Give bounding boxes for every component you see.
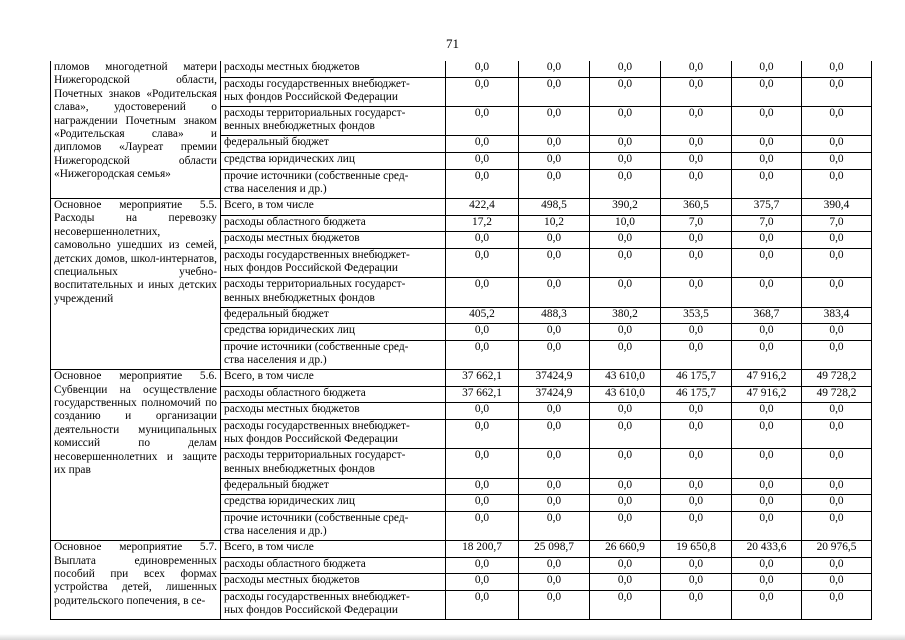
amount-cell: 0,0 [446,340,519,369]
amount-cell: 0,0 [802,557,872,574]
amount-cell: 0,0 [446,324,519,341]
measure-description-cell: Основное мероприятие 5.5. Расходы на перевозку несовершеннолетних, самовольно ушедших из семей, детских домов, школ-интернатов, специальных учебно-воспитательных и иных детских учреждений [51,198,221,369]
amount-cell: 0,0 [446,557,519,574]
amount-cell: 390,2 [590,198,661,215]
amount-cell: 46 175,7 [661,386,732,403]
amount-cell: 49 728,2 [802,386,872,403]
funding-source-cell [221,248,446,277]
amount-cell: 7,0 [802,215,872,232]
amount-cell: 0,0 [446,478,519,495]
funding-source-cell [221,152,446,169]
amount-cell: 0,0 [590,419,661,448]
amount-cell: 0,0 [590,77,661,106]
amount-cell: 0,0 [802,232,872,249]
funding-source-line: прочие источники (собственные сред- [224,169,409,182]
amount-cell: 0,0 [661,232,732,249]
funding-source-line: ства населения и др.) [224,354,327,367]
amount-cell: 0,0 [446,169,519,198]
amount-cell: 0,0 [519,324,590,341]
amount-cell: 0,0 [590,61,661,78]
funding-source-cell [221,386,446,403]
amount-cell: 0,0 [519,449,590,478]
amount-cell: 18 200,7 [446,541,519,558]
amount-cell: 498,5 [519,198,590,215]
amount-cell: 390,4 [802,198,872,215]
amount-cell: 0,0 [519,152,590,169]
amount-cell: 0,0 [590,106,661,135]
amount-cell: 0,0 [590,248,661,277]
amount-cell: 0,0 [446,248,519,277]
amount-cell: 0,0 [446,574,519,591]
funding-source-line: расходы местных бюджетов [224,574,360,587]
amount-cell: 0,0 [802,169,872,198]
amount-cell: 0,0 [446,152,519,169]
amount-cell: 0,0 [802,77,872,106]
amount-cell: 0,0 [519,591,590,620]
funding-source-line: венных внебюджетных фондов [224,120,375,133]
funding-source-line: ных фондов Российской Федерации [224,91,398,103]
amount-cell: 0,0 [446,61,519,78]
amount-cell: 0,0 [590,278,661,307]
amount-cell: 0,0 [732,136,802,153]
amount-cell: 37 662,1 [446,386,519,403]
table-row [51,198,872,215]
funding-source-line: Всего, в том числе [224,198,314,211]
amount-cell: 7,0 [732,215,802,232]
scan-bottom-shadow [0,634,905,640]
amount-cell: 0,0 [661,152,732,169]
amount-cell: 47 916,2 [732,386,802,403]
amount-cell: 20 976,5 [802,541,872,558]
page-cut-edge [48,60,873,61]
amount-cell: 0,0 [446,136,519,153]
amount-cell: 0,0 [590,403,661,420]
amount-cell: 0,0 [519,511,590,540]
amount-cell: 0,0 [519,77,590,106]
amount-cell: 0,0 [802,419,872,448]
funding-source-cell [221,557,446,574]
amount-cell: 0,0 [519,169,590,198]
funding-source-line: федеральный бюджет [224,136,329,149]
amount-cell: 0,0 [519,495,590,512]
funding-source-line: расходы территориальных государст- [224,106,406,119]
amount-cell: 0,0 [802,324,872,341]
amount-cell: 0,0 [661,248,732,277]
funding-source-line: венных внебюджетных фондов [224,291,375,304]
amount-cell: 0,0 [732,152,802,169]
funding-source-cell [221,232,446,249]
funding-source-cell [221,340,446,369]
amount-cell: 25 098,7 [519,541,590,558]
amount-cell: 0,0 [802,591,872,620]
amount-cell: 0,0 [732,232,802,249]
funding-source-line: прочие источники (собственные сред- [224,511,409,524]
funding-source-cell [221,478,446,495]
amount-cell: 20 433,6 [732,541,802,558]
amount-cell: 0,0 [661,340,732,369]
amount-cell: 0,0 [732,591,802,620]
measure-description-cell: Основное мероприятие 5.7. Выплата единовременных пособий при всех формах устройства детей, лишенных родительского попечения, в се- [51,541,221,620]
amount-cell: 353,5 [661,307,732,324]
amount-cell: 0,0 [732,557,802,574]
amount-cell: 0,0 [590,152,661,169]
amount-cell: 0,0 [802,136,872,153]
amount-cell: 0,0 [802,61,872,78]
funding-source-cell [221,136,446,153]
funding-source-cell [221,324,446,341]
funding-source-cell [221,511,446,540]
amount-cell: 0,0 [802,106,872,135]
amount-cell: 0,0 [590,169,661,198]
funding-source-line: прочие источники (собственные сред- [224,340,409,353]
funding-source-line: ных фондов Российской Федерации [224,604,398,617]
amount-cell: 0,0 [732,61,802,78]
funding-source-line: ных фондов Российской Федерации [224,433,398,446]
amount-cell: 0,0 [519,478,590,495]
funding-source-cell [221,370,446,387]
funding-source-cell [221,215,446,232]
amount-cell: 0,0 [661,169,732,198]
funding-source-cell [221,541,446,558]
amount-cell: 0,0 [661,403,732,420]
amount-cell: 0,0 [590,557,661,574]
funding-source-line: ства населения и др.) [224,182,327,195]
funding-source-line: средства юридических лиц [224,495,355,508]
amount-cell: 0,0 [802,495,872,512]
amount-cell: 7,0 [661,215,732,232]
amount-cell: 0,0 [590,591,661,620]
amount-cell: 0,0 [519,403,590,420]
amount-cell: 380,2 [590,307,661,324]
amount-cell: 0,0 [446,278,519,307]
amount-cell: 422,4 [446,198,519,215]
amount-cell: 0,0 [519,61,590,78]
funding-source-line: расходы государственных внебюджет- [224,419,410,432]
amount-cell: 0,0 [732,419,802,448]
amount-cell: 0,0 [732,106,802,135]
funding-source-cell [221,198,446,215]
amount-cell: 0,0 [732,278,802,307]
amount-cell: 0,0 [590,449,661,478]
amount-cell: 0,0 [446,495,519,512]
amount-cell: 0,0 [732,511,802,540]
amount-cell: 0,0 [590,574,661,591]
amount-cell: 0,0 [661,557,732,574]
page-number: 71 [446,36,459,51]
funding-source-line: расходы государственных внебюджет- [224,591,410,604]
amount-cell: 0,0 [732,248,802,277]
table-row [51,61,872,78]
funding-source-cell [221,307,446,324]
funding-source-line: Всего, в том числе [224,370,314,383]
amount-cell: 0,0 [732,478,802,495]
amount-cell: 0,0 [446,449,519,478]
amount-cell: 0,0 [802,574,872,591]
amount-cell: 0,0 [732,403,802,420]
amount-cell: 26 660,9 [590,541,661,558]
amount-cell: 0,0 [590,232,661,249]
funding-source-cell [221,403,446,420]
amount-cell: 43 610,0 [590,386,661,403]
amount-cell: 0,0 [446,106,519,135]
funding-source-line: средства юридических лиц [224,324,355,337]
amount-cell: 0,0 [661,61,732,78]
amount-cell: 0,0 [519,419,590,448]
amount-cell: 0,0 [590,511,661,540]
funding-source-cell [221,495,446,512]
amount-cell: 0,0 [802,449,872,478]
funding-source-line: ных фондов Российской Федерации [224,262,398,275]
funding-source-cell [221,77,446,106]
funding-source-line: федеральный бюджет [224,478,329,491]
amount-cell: 0,0 [661,495,732,512]
amount-cell: 0,0 [732,495,802,512]
amount-cell: 0,0 [661,478,732,495]
funding-source-line: расходы государственных внебюджет- [224,248,410,261]
measure-description-cell: пломов многодетной матери Нижегородской области, Почетных знаков «Родительская слава», удостоверений о награждении Почетным знаком «Родительская слава» и дипломов «Лауреат премии Нижегородской области «Нижегородская семья» [51,61,221,199]
amount-cell: 49 728,2 [802,370,872,387]
funding-source-cell [221,106,446,135]
funding-source-line: расходы областного бюджета [224,215,366,228]
amount-cell: 37424,9 [519,386,590,403]
amount-cell: 0,0 [519,278,590,307]
amount-cell: 383,4 [802,307,872,324]
funding-source-cell [221,449,446,478]
amount-cell: 368,7 [732,307,802,324]
amount-cell: 0,0 [802,403,872,420]
amount-cell: 0,0 [446,419,519,448]
amount-cell: 375,7 [732,198,802,215]
amount-cell: 0,0 [590,324,661,341]
funding-source-cell [221,169,446,198]
amount-cell: 0,0 [732,324,802,341]
amount-cell: 0,0 [519,106,590,135]
amount-cell: 0,0 [519,340,590,369]
amount-cell: 0,0 [519,574,590,591]
amount-cell: 0,0 [732,340,802,369]
amount-cell: 0,0 [802,248,872,277]
amount-cell: 0,0 [661,574,732,591]
amount-cell: 0,0 [446,403,519,420]
amount-cell: 0,0 [661,449,732,478]
funding-source-line: Всего, в том числе [224,541,314,554]
amount-cell: 0,0 [661,324,732,341]
amount-cell: 0,0 [802,152,872,169]
amount-cell: 47 916,2 [732,370,802,387]
measure-description-cell: Основное мероприятие 5.6. Субвенции на осуществление государственных полномочий по созданию и организации деятельности муниципальных комиссий по делам несовершеннолетних и защите их прав [51,370,221,541]
amount-cell: 19 650,8 [661,541,732,558]
amount-cell: 0,0 [519,557,590,574]
funding-source-cell [221,574,446,591]
amount-cell: 37 662,1 [446,370,519,387]
table-row [51,541,872,558]
amount-cell: 0,0 [732,449,802,478]
amount-cell: 0,0 [661,591,732,620]
amount-cell: 0,0 [661,419,732,448]
funding-source-line: расходы территориальных государст- [224,278,406,291]
funding-source-line: расходы местных бюджетов [224,232,360,245]
amount-cell: 0,0 [732,77,802,106]
amount-cell: 17,2 [446,215,519,232]
funding-source-cell [221,278,446,307]
funding-source-line: расходы территориальных государст- [224,449,406,462]
amount-cell: 0,0 [446,232,519,249]
amount-cell: 0,0 [732,169,802,198]
table-row [51,370,872,387]
amount-cell: 0,0 [802,340,872,369]
funding-source-line: ства населения и др.) [224,525,327,538]
funding-source-line: федеральный бюджет [224,307,329,320]
amount-cell: 0,0 [519,232,590,249]
amount-cell: 0,0 [519,248,590,277]
amount-cell: 0,0 [446,77,519,106]
funding-source-line: расходы местных бюджетов [224,61,360,73]
amount-cell: 0,0 [802,278,872,307]
funding-source-cell [221,419,446,448]
amount-cell: 43 610,0 [590,370,661,387]
amount-cell: 0,0 [732,574,802,591]
amount-cell: 0,0 [446,511,519,540]
amount-cell: 46 175,7 [661,370,732,387]
amount-cell: 0,0 [446,591,519,620]
amount-cell: 0,0 [661,77,732,106]
amount-cell: 0,0 [661,511,732,540]
funding-source-line: расходы местных бюджетов [224,403,360,416]
amount-cell: 0,0 [661,106,732,135]
amount-cell: 0,0 [661,278,732,307]
amount-cell: 0,0 [590,495,661,512]
funding-source-line: расходы областного бюджета [224,386,366,399]
amount-cell: 37424,9 [519,370,590,387]
funding-source-cell [221,61,446,78]
amount-cell: 0,0 [590,340,661,369]
funding-source-line: расходы областного бюджета [224,557,366,570]
amount-cell: 0,0 [590,136,661,153]
amount-cell: 10,0 [590,215,661,232]
funding-source-line: венных внебюджетных фондов [224,462,375,475]
amount-cell: 0,0 [590,478,661,495]
amount-cell: 10,2 [519,215,590,232]
amount-cell: 0,0 [519,136,590,153]
funding-source-line: расходы государственных внебюджет- [224,77,410,90]
amount-cell: 0,0 [661,136,732,153]
amount-cell: 360,5 [661,198,732,215]
budget-table [50,60,872,620]
amount-cell: 0,0 [802,511,872,540]
funding-source-line: средства юридических лиц [224,152,355,165]
funding-source-cell [221,591,446,620]
amount-cell: 488,3 [519,307,590,324]
amount-cell: 405,2 [446,307,519,324]
amount-cell: 0,0 [802,478,872,495]
